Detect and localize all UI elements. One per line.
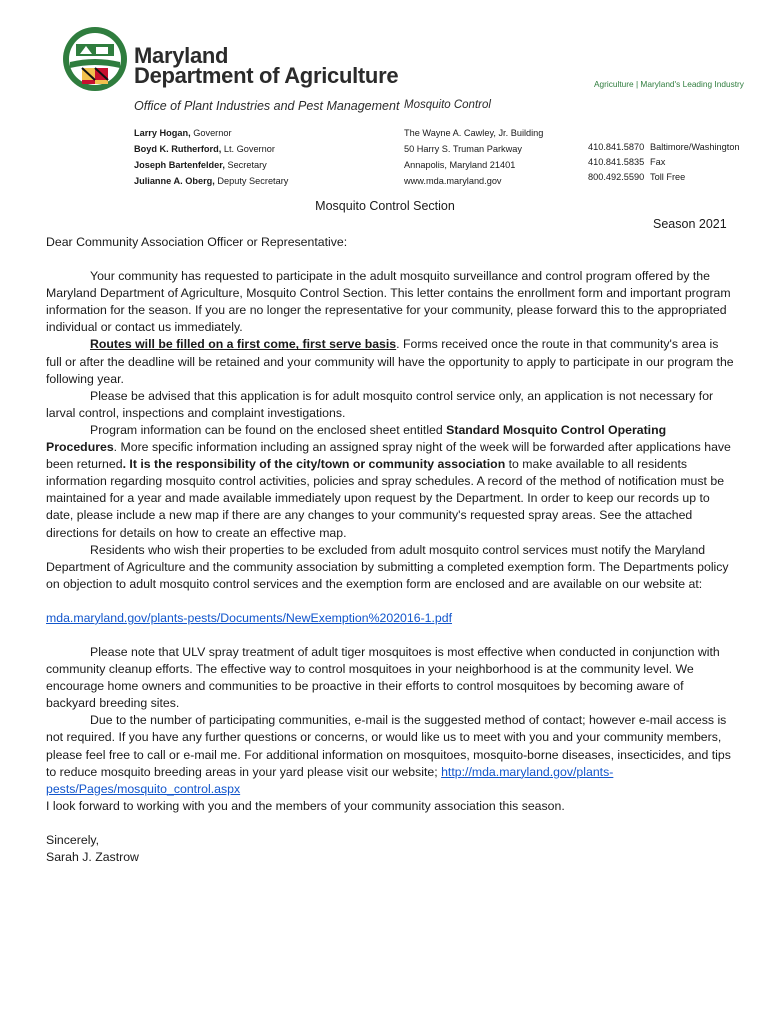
- org-title-line2: Department of Agriculture: [134, 63, 399, 88]
- unit-name: Mosquito Control: [404, 99, 491, 111]
- paragraph-adult-only: Please be advised that this application is for adult mosquito control service only, an application is not necessary for larval control, inspections and complaint investigations.: [46, 388, 714, 420]
- website-line: www.mda.maryland.gov: [404, 176, 502, 186]
- mda-seal-logo-icon: [62, 26, 128, 92]
- exemption-link-line: [46, 610, 736, 627]
- salutation: Dear Community Association Officer or Representative:: [46, 235, 348, 249]
- paragraph-exemption: Residents who wish their properties to be excluded from adult mosquito control services must notify the Maryland Department of Agriculture and the community association by submitting a completed exemption form. The Departments policy on objection to adult mosquito control services and the exemption form are enclosed and are available on our website at:: [46, 542, 729, 591]
- official-row: Boyd K. Rutherford, Lt. Governor: [134, 144, 275, 154]
- paragraph-contact: Due to the number of participating communities, e-mail is the suggested method of contact; however e-mail access is not required. If you have any further questions or concerns, or would like us to meet with you and your community members, please feel free to call or e-mail me. For additional information on mosquitoes, mosquito-borne diseases, insecticides, and tips to reduce mosquito breeding areas in your yard please visit our website; http://mda.maryland.gov/plants-pests/Pages/mosquito_control.aspx: [46, 713, 731, 796]
- official-row: Julianne A. Oberg, Deputy Secretary: [134, 176, 289, 186]
- org-title-line1: Maryland: [134, 43, 229, 68]
- address-line: 50 Harry S. Truman Parkway: [404, 144, 522, 154]
- paragraph-enrollment: Your community has requested to participate in the adult mosquito surveillance and control program offered by the Maryland Department of Agriculture, Mosquito Control Section. This letter contains the enrollment form and important program information for the season. If you are no longer the representative for your community, please forward this to the appropriated individual or contact us immediately.: [46, 269, 731, 335]
- website-link[interactable]: http://mda.maryland.gov/plants-pests/Pages/mosquito_control.aspx: [46, 764, 614, 796]
- paragraph-procedures: Program information can be found on the enclosed sheet entitled Standard Mosquito Control Operating Procedures. More specific information including an assigned spray night of the week will be forwarded after applications have been returned. It is the responsibility of the city/town or community association to make available to all residents information regarding mosquito control activities, policies and spray schedules. A record of the method of notification must be maintained for a year and made available immediately upon request by the Department. In order to keep our records up to date, please include a new map if there are any changes to your community's requested spray areas. See the attached directions for details on how to create an effective map.: [46, 422, 731, 540]
- phone-row: 410.841.5835 Fax: [588, 157, 666, 167]
- section-title: Mosquito Control Section: [315, 199, 455, 213]
- tagline: Agriculture | Maryland's Leading Industry: [594, 79, 744, 89]
- official-row: Larry Hogan, Governor: [134, 128, 232, 138]
- paragraph-closing-note: I look forward to working with you and the members of your community association this season.: [46, 798, 565, 813]
- address-line: The Wayne A. Cawley, Jr. Building: [404, 128, 544, 138]
- office-name: Office of Plant Industries and Pest Management: [134, 99, 400, 113]
- phone-row: 410.841.5870 Baltimore/Washington: [588, 142, 740, 152]
- paragraph-ulv: Please note that ULV spray treatment of adult tiger mosquitoes is most effective when conducted in conjunction with community cleanup efforts. The effective way to control mosquitoes in your neighborhood is at the community level. We encourage home owners and communities to be proactive in their efforts to control mosquitoes by becoming aware of backyard breeding sites.: [46, 644, 720, 711]
- season-label: Season 2021: [653, 217, 727, 231]
- org-title: [134, 43, 399, 88]
- closing: Sincerely,: [46, 832, 100, 847]
- exemption-link[interactable]: mda.maryland.gov/plants-pests/Documents/NewExemption%202016-1.pdf: [46, 610, 453, 625]
- signer-name: Sarah J. Zastrow: [46, 850, 139, 864]
- phone-row: 800.492.5590 Toll Free: [588, 172, 686, 182]
- paragraph-routes: Routes will be filled on a first come, first serve basis. Forms received once the route in that community's area is full or after the deadline will be retained and your community will have the opportunity to apply to participate in our program the following year.: [46, 337, 734, 386]
- officials-list: [134, 125, 288, 189]
- letter-body: [46, 234, 736, 866]
- routes-notice: Routes will be filled on a first come, first serve basis: [90, 337, 397, 352]
- phone-block: [588, 140, 740, 185]
- address-block: [404, 125, 543, 189]
- official-row: Joseph Bartenfelder, Secretary: [134, 160, 267, 170]
- address-line: Annapolis, Maryland 21401: [404, 160, 516, 170]
